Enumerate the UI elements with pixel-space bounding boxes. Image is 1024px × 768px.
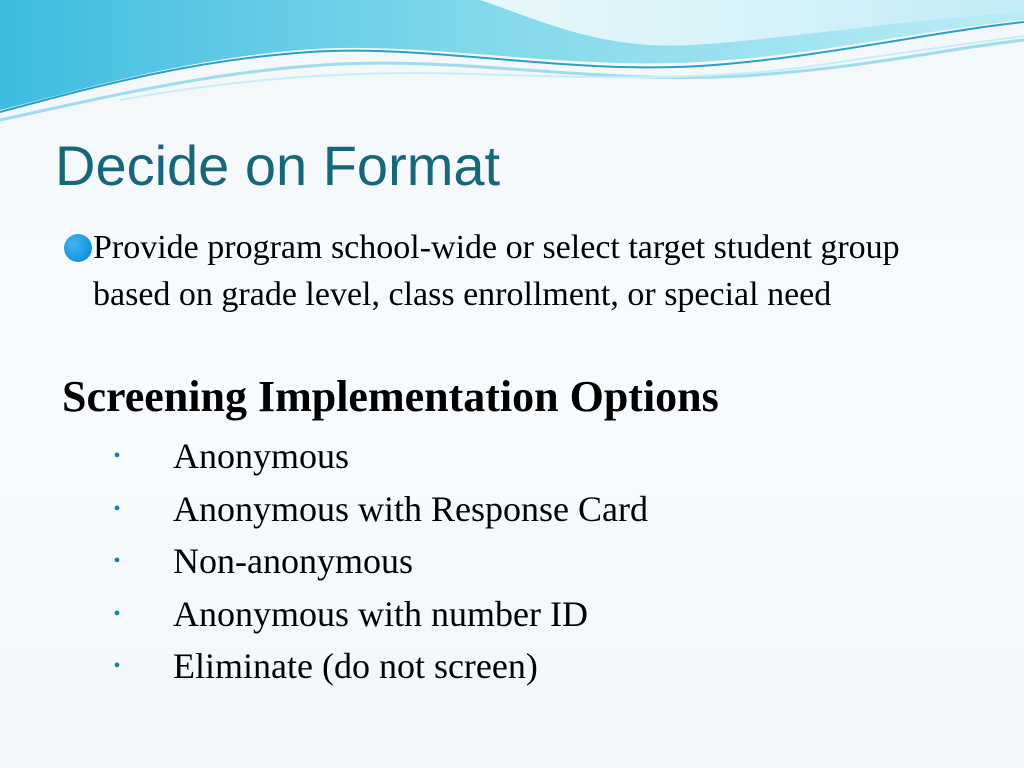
dot-bullet-icon: • [113,497,121,520]
option-label: Anonymous with number ID [173,593,588,634]
option-label: Anonymous with Response Card [173,488,648,529]
option-label: Non-anonymous [173,541,413,581]
main-bullet [62,224,942,318]
dot-bullet-icon: • [113,655,121,677]
option-label: Eliminate (do not screen) [173,646,538,686]
dot-bullet-icon: • [113,550,121,572]
circle-bullet-icon [64,234,92,262]
option-label: Anonymous [173,436,350,476]
header-wave-decoration [0,0,1024,130]
slide-title: Decide on Format [55,134,501,197]
dot-bullet-icon: • [113,602,121,625]
section-subheading: Screening Implementation Options [62,372,719,421]
dot-bullet-icon: • [113,445,121,467]
main-bullet-text: Provide program school-wide or select target student group based on grade level, class enrollment, or special need [93,229,900,313]
